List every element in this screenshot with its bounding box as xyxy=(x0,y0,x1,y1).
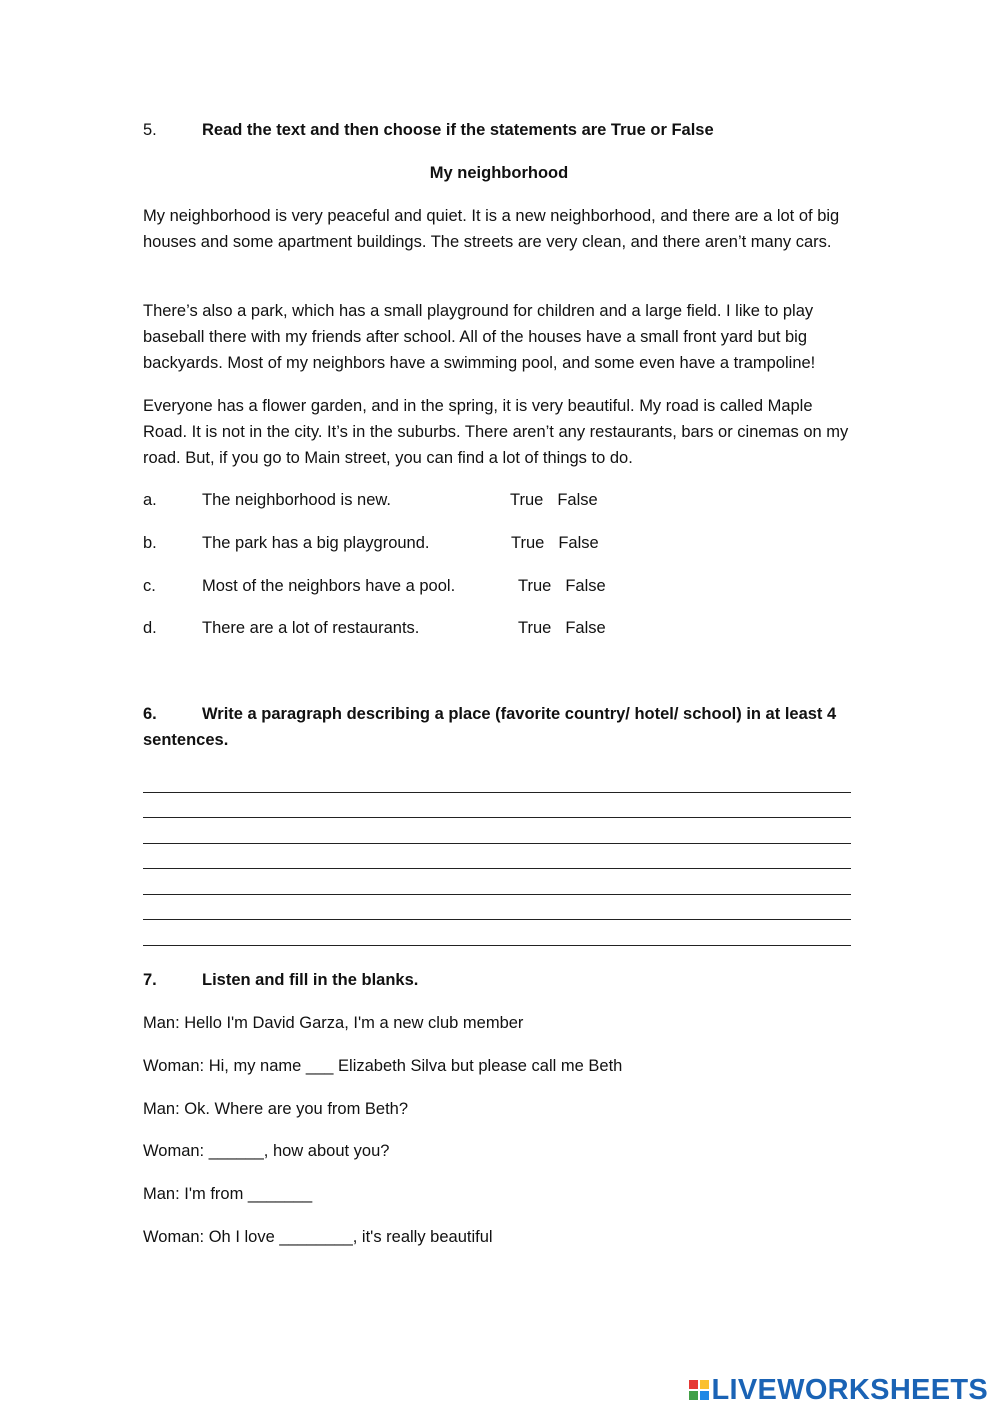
statement-row xyxy=(143,619,855,641)
reading-paragraph-1: My neighborhood is very peaceful and quiet. It is a new neighborhood, and there are a lot of big houses and some apartment buildings. The streets are very clean, and there aren’t many cars. xyxy=(143,207,840,251)
logo-block xyxy=(700,1391,709,1400)
q5-number: 5. xyxy=(143,121,157,139)
statement-text: Most of the neighbors have a pool. xyxy=(202,577,456,595)
true-option[interactable]: True xyxy=(518,619,552,637)
writing-line[interactable] xyxy=(143,818,851,844)
true-option[interactable]: True xyxy=(518,577,552,595)
dialog-line: Man: Hello I'm David Garza, I'm a new club member xyxy=(143,1014,524,1032)
reading-title: My neighborhood xyxy=(429,164,569,182)
writing-line[interactable] xyxy=(143,869,851,895)
worksheet-page xyxy=(143,0,855,1414)
false-option[interactable]: False xyxy=(558,534,599,552)
writing-area[interactable] xyxy=(143,767,851,946)
dialog-line: Woman: Hi, my name ___ Elizabeth Silva but please call me Beth xyxy=(143,1057,623,1075)
statement-text: There are a lot of restaurants. xyxy=(202,619,420,637)
dialog-line: Woman: Oh I love ________, it's really beautiful xyxy=(143,1228,493,1246)
q6-heading xyxy=(143,701,855,753)
statement-row xyxy=(143,534,855,556)
writing-line[interactable] xyxy=(143,920,851,946)
false-option[interactable]: False xyxy=(565,619,606,637)
false-option[interactable]: False xyxy=(565,577,606,595)
logo-blocks-icon xyxy=(689,1380,709,1400)
logo-block xyxy=(689,1391,698,1400)
statement-row xyxy=(143,491,855,513)
statement-letter: c. xyxy=(143,577,156,595)
true-option[interactable]: True xyxy=(510,491,544,509)
logo-text: LIVEWORKSHEETS xyxy=(711,1373,988,1406)
statement-text: The park has a big playground. xyxy=(202,534,430,552)
q7-number: 7. xyxy=(143,971,157,989)
true-option[interactable]: True xyxy=(511,534,545,552)
statement-text: The neighborhood is new. xyxy=(202,491,391,509)
statement-letter: b. xyxy=(143,534,157,552)
reading-paragraph-3: Everyone has a flower garden, and in the spring, it is very beautiful. My road is called Maple Road. It is not in the city. It’s in the suburbs. There aren’t any restaurants, bars or cinemas on my road. But, if you go to Main street, you can find a lot of things to do. xyxy=(143,397,849,467)
logo-block xyxy=(700,1380,709,1389)
q5-instruction: Read the text and then choose if the statements are True or False xyxy=(202,121,714,139)
writing-line[interactable] xyxy=(143,844,851,870)
writing-line[interactable] xyxy=(143,895,851,921)
statement-row xyxy=(143,577,855,599)
dialog-line: Man: Ok. Where are you from Beth? xyxy=(143,1100,409,1118)
liveworksheets-logo xyxy=(689,1375,989,1405)
logo-block xyxy=(689,1380,698,1389)
dialog-line: Man: I'm from _______ xyxy=(143,1185,313,1203)
writing-line[interactable] xyxy=(143,767,851,793)
q6-instruction: Write a paragraph describing a place (favorite country/ hotel/ school) in at least 4 sentences. xyxy=(143,705,837,749)
writing-line[interactable] xyxy=(143,793,851,819)
false-option[interactable]: False xyxy=(557,491,598,509)
dialog-line: Woman: ______, how about you? xyxy=(143,1142,390,1160)
reading-paragraph-2: There’s also a park, which has a small playground for children and a large field. I like to play baseball there with my friends after school. All of the houses have a small front yard but big backyards. Most of my neighbors have a swimming pool, and some even have a trampoline! xyxy=(143,302,816,372)
statement-letter: d. xyxy=(143,619,157,637)
q7-instruction: Listen and fill in the blanks. xyxy=(202,971,419,989)
q6-number: 6. xyxy=(143,705,157,723)
statement-letter: a. xyxy=(143,491,157,509)
